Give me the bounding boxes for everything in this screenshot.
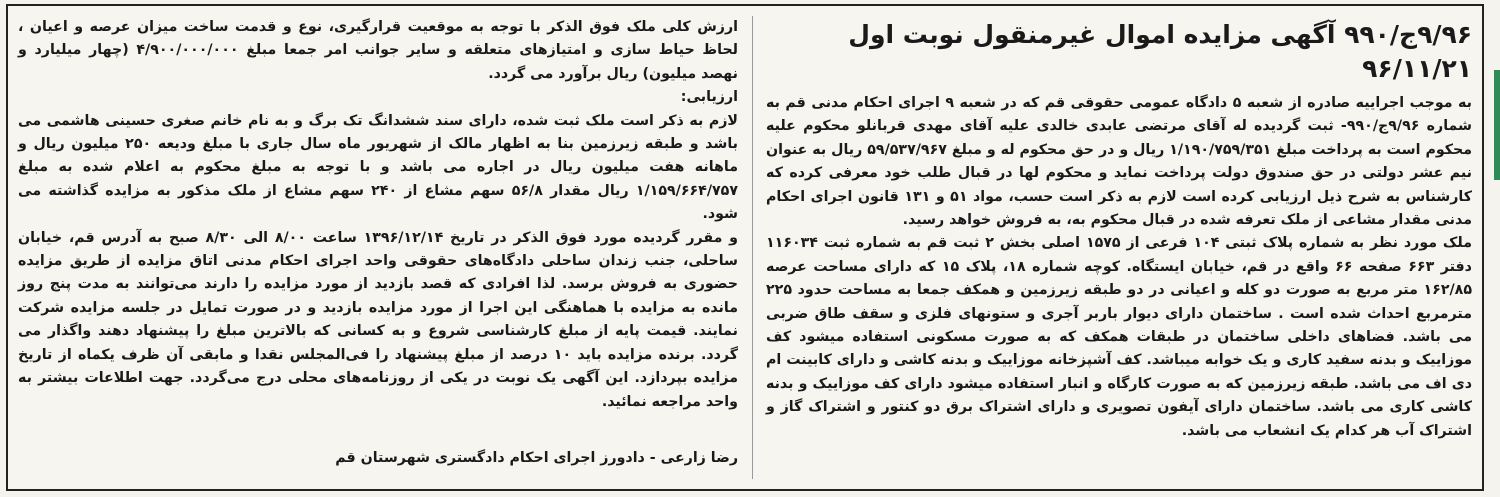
notice-frame: [6, 4, 1484, 491]
page-edge-color-strip: [1494, 70, 1500, 180]
notice-signature: رضا زارعی - دادورز اجرای احکام دادگستری شهرستان قم: [335, 450, 738, 466]
appraisal-heading: ارزیابی:: [680, 89, 738, 106]
notice-paragraph: و مقرر گردیده مورد فوق الذکر در تاریخ ۱۳۹۶/۱۲/۱۴ ساعت ۸/۰۰ الی ۸/۳۰ صبح به آدرس قم، خیابان ساحلی، جنب زندان ساحلی دادگاه‌های حقوقی واحد اجرای احکام مدنی اتاق مزایده از طریق مزایده حضوری به فروش برسد. لذا افرادی که قصد بازدید از مورد مزایده را دارند می‌توانند به مدت پنج روز مانده به مزایده با هماهنگی این اجرا از مورد مزایده بازدید و در صورت تمایل در جلسه مزایده شرکت نمایند. قیمت پایه از مبلغ کارشناسی شروع و به کسانی که بالاترین مبلغ را پیشنهاد دهند واگذار می گردد. برنده مزایده باید ۱۰ درصد از مبلغ پیشنهاد را فی‌المجلس نقدا و مابقی آن ظرف یکماه از تاریخ مزایده بپردازد. این آگهی یک نوبت در یکی از روزنامه‌های محلی درج می‌گردد. جهت اطلاعات بیشتر به واحد مراجعه نمائید.: [18, 229, 739, 410]
notice-paragraph: ملک مورد نظر به شماره پلاک ثبتی ۱۰۴ فرعی از ۱۵۷۵ اصلی بخش ۲ ثبت قم به شماره ثبت ۱۱۶۰۳۴ دفتر ۶۶۳ صفحه ۶۶ واقع در قم، خیابان ایستگاه. کوچه شماره ۱۸، پلاک ۱۵ که دارای مساحت عرصه ۱۶۲/۸۵ متر مربع به صورت دو کله و اعیانی در دو طبقه زیرزمین و همکف جمعا به مساحت حدود ۲۲۵ مترمربع احداث شده است . ساختمان دارای دیوار باربر آجری و ستونهای فلزی و سقف طاق ضربی می باشد. فضاهای داخلی ساختمان در طبقات همکف که به صورت مسکونی استفاده میشود کف موزاییک و بدنه سفید کاری و یک خوابه میباشد. کف آشپزخانه موزاییک و بدنه کاشی و دارای کابینت ام دی اف می باشد. طبقه زیرزمین که به صورت کارگاه و انبار استفاده میشود دارای کف موزاییک و بدنه کاشی کاری می باشد. ساختمان دارای آیفون تصویری و دارای اشتراک برق دو کنتور و اشتراک گاز و اشتراک آب هر کدام یک انشعاب می باشد.: [766, 235, 1472, 439]
notice-right-column: [758, 6, 1482, 489]
notice-paragraph: لازم به ذکر است ملک ثبت شده، دارای سند ششدانگ تک برگ و به نام خانم صغری حسینی هاشمی می باشد و طبقه زیرزمین بنا به اظهار مالک از شهریور ماه سال جاری با مبلغ ودیعه ۲۵۰ میلیون ریال و ماهانه هفت میلیون ریال در اجاره می باشد و با توجه به مبلغ محکوم به اعلام شده به مبلغ ۱/۱۵۹/۶۶۴/۷۵۷ ریال مقدار ۵۶/۸ سهم مشاع از ۲۴۰ سهم مشاع از ملک مذکور به مزایده گذاشته می شود.: [18, 112, 738, 223]
notice-paragraph: به موجب اجراییه صادره از شعبه ۵ دادگاه عمومی حقوقی قم که در شعبه ۹ اجرای احکام مدنی قم به شماره ۹/۹۶ج/۹۹۰- ثبت گردیده له آقای مرتضی عابدی خالدی علیه آقای مهدی قربانلو محکوم علیه محکوم است به پرداخت مبلغ ۱/۱۹۰/۷۵۹/۳۵۱ ریال و در حق محکوم له و مبلغ ۵۹/۵۳۷/۹۶۷ ریال به عنوان نیم عشر دولتی در حق صندوق دولت پرداخت نماید و محکوم لها در قبال طلب خود معرفی کرده که کارشناس به شرح ذیل ارزیابی کرده است لازم به ذکر است حسب، مواد ۵۱ و ۱۳۱ قانون اجرای احکام مدنی مقدار مشاعی از ملک تعرفه شده در قبال محکوم به، به فروش خواهد رسید.: [766, 95, 1472, 229]
notice-left-column: [8, 6, 748, 489]
column-divider: [752, 16, 753, 479]
notice-paragraph: ارزش کلی ملک فوق الذکر با توجه به موقعیت قرارگیری، نوع و قدمت ساخت میزان عرصه و اعیان ، لحاظ حیاط سازی و امتیازهای متعلقه و سایر جوانب امر جمعا مبلغ ۴/۹۰۰/۰۰۰/۰۰۰ (چهار میلیارد و نهصد میلیون) ریال برآورد می گردد.: [18, 19, 739, 82]
notice-title: ۹/۹۶ج/۹۹۰ آگهی مزایده اموال غیرمنقول نوبت اول ۹۶/۱۱/۲۱: [848, 20, 1472, 83]
